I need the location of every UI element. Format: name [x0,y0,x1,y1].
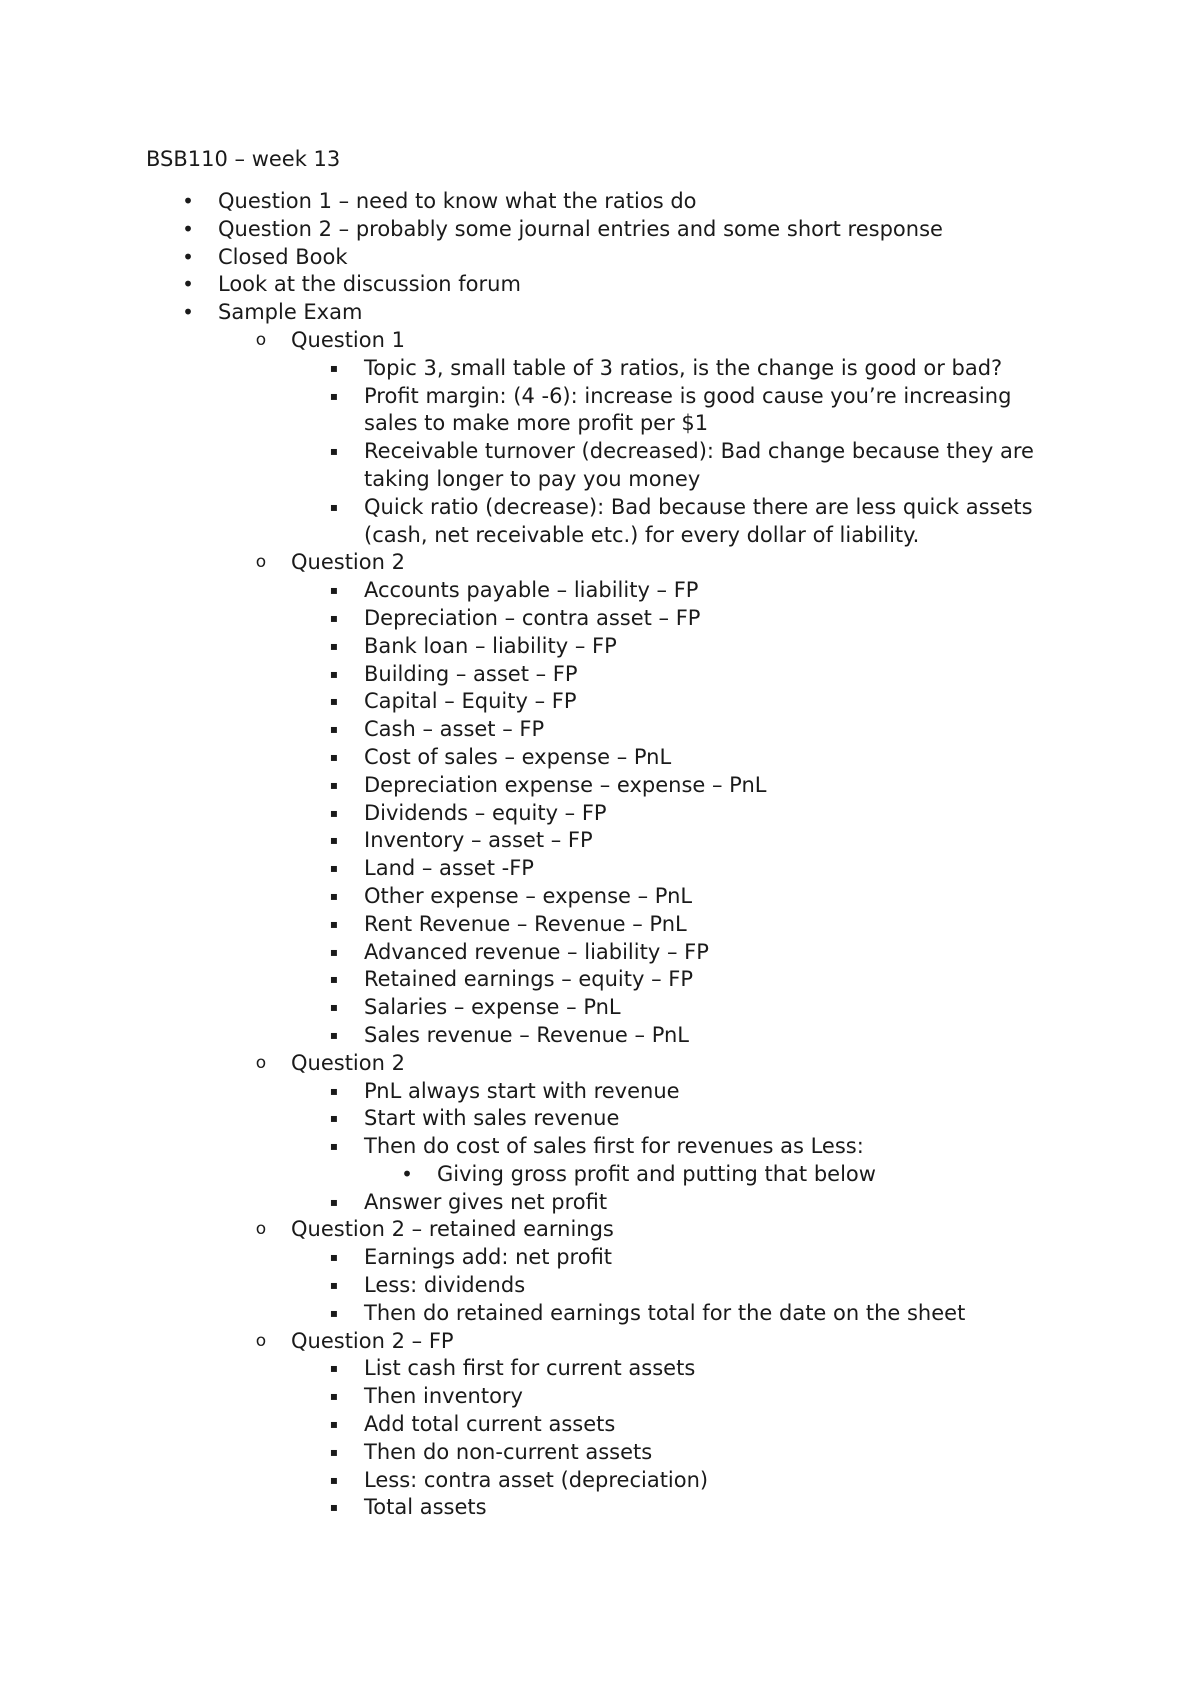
list-item-level-3 [0,911,1200,939]
list-item-level-2 [0,327,1200,355]
bullet-icon: ▪ [329,1027,339,1042]
list-item-text: Then do retained earnings total for the date on the sheet [364,1300,966,1325]
list-item-text: Accounts payable – liability – FP [364,578,699,603]
list-item-text: Capital – Equity – FP [364,689,577,714]
list-item-text: Building – asset – FP [364,661,578,686]
list-item-text: Receivable turnover (decreased): Bad change because they are taking longer to pay you money [364,439,1034,491]
list-item-text: Inventory – asset – FP [364,828,593,853]
list-item-level-3 [0,855,1200,883]
list-item-level-3 [0,688,1200,716]
bullet-icon: ▪ [329,1278,339,1293]
list-item-level-3 [0,744,1200,772]
list-item-text: Start with sales revenue [364,1106,620,1131]
bullet-icon: ▪ [329,833,339,848]
bullet-icon: ▪ [329,1500,339,1515]
list-item-level-3 [0,1272,1200,1300]
list-item-text: Other expense – expense – PnL [364,883,693,908]
list-item-text: Depreciation – contra asset – FP [364,605,701,630]
bullet-icon: ▪ [329,360,339,375]
list-item-text: Earnings add: net profit [364,1245,613,1270]
list-item-text: Then do non-current assets [364,1439,653,1464]
bullet-icon: ▪ [329,1417,339,1432]
list-item-level-2 [0,1216,1200,1244]
list-item-level-3 [0,1078,1200,1106]
list-item-level-3 [0,994,1200,1022]
list-item-level-3 [0,1300,1200,1328]
bullet-icon: o [255,1330,267,1351]
list-item-text: Topic 3, small table of 3 ratios, is the change is good or bad? [364,355,1003,380]
bullet-icon: ▪ [329,722,339,737]
bullet-icon: • [182,244,194,269]
list-item-level-3 [0,772,1200,800]
list-item-level-3 [0,1467,1200,1495]
bullet-icon: ▪ [329,1444,339,1459]
list-item-text: Giving gross profit and putting that below [437,1161,876,1186]
list-item-level-3 [0,494,1200,550]
list-item-text: List cash first for current assets [364,1356,696,1381]
bullet-icon: ▪ [329,583,339,598]
list-item-level-3 [0,800,1200,828]
list-item-level-3 [0,1355,1200,1383]
list-item-text: Add total current assets [364,1412,616,1437]
bullet-icon: ▪ [329,638,339,653]
bullet-icon: ▪ [329,888,339,903]
bullet-icon: ▪ [329,916,339,931]
list-item-text: Rent Revenue – Revenue – PnL [364,911,687,936]
list-item-text: Closed Book [218,244,348,269]
list-item-text: Question 2 – probably some journal entries and some short response [218,216,943,241]
list-item-level-3 [0,1439,1200,1467]
bullet-icon: • [401,1161,413,1186]
list-item-text: Less: contra asset (depreciation) [364,1467,709,1492]
list-item-text: Then do cost of sales first for revenues as Less: [364,1134,864,1159]
bullet-icon: ▪ [329,499,339,514]
list-item-text: Question 2 [291,1050,405,1075]
bullet-icon: o [255,329,267,350]
bullet-icon: ▪ [329,1305,339,1320]
bullet-icon: o [255,1052,267,1073]
list-item-level-3 [0,1411,1200,1439]
list-item-level-3 [0,1105,1200,1133]
list-item-level-3 [0,1494,1200,1522]
list-item-level-3 [0,1133,1200,1161]
list-item-level-3 [0,633,1200,661]
bullet-icon: • [182,216,194,241]
list-item-text: Cash – asset – FP [364,717,545,742]
list-item-level-3 [0,661,1200,689]
list-item-level-3 [0,716,1200,744]
list-item-level-3 [0,1383,1200,1411]
notes-list [0,188,1200,1522]
list-item-level-3 [0,827,1200,855]
list-item-text: Salaries – expense – PnL [364,995,621,1020]
bullet-icon: ▪ [329,1083,339,1098]
list-item-text: PnL always start with revenue [364,1078,680,1103]
bullet-icon: ▪ [329,777,339,792]
bullet-icon: ▪ [329,444,339,459]
bullet-icon: ▪ [329,749,339,764]
list-item-level-3 [0,1189,1200,1217]
list-item-text: Advanced revenue – liability – FP [364,939,709,964]
bullet-icon: ▪ [329,610,339,625]
list-item-level-1 [0,188,1200,216]
list-item-level-1 [0,271,1200,299]
bullet-icon: ▪ [329,1389,339,1404]
list-item-level-2 [0,1050,1200,1078]
bullet-icon: o [255,1219,267,1240]
bullet-icon: ▪ [329,1139,339,1154]
bullet-icon: • [182,300,194,325]
bullet-icon: ▪ [329,1361,339,1376]
bullet-icon: ▪ [329,1194,339,1209]
page-title: BSB110 – week 13 [146,147,341,171]
bullet-icon: ▪ [329,1000,339,1015]
bullet-icon: • [182,189,194,213]
list-item-text: Land – asset -FP [364,856,534,881]
list-item-level-1 [0,244,1200,272]
list-item-text: Sample Exam [218,300,363,325]
list-item-level-3 [0,1022,1200,1050]
bullet-icon: ▪ [329,1472,339,1487]
bullet-icon: ▪ [329,666,339,681]
list-item-level-3 [0,939,1200,967]
list-item-text: Question 2 [291,550,405,575]
list-item-text: Cost of sales – expense – PnL [364,744,672,769]
bullet-icon: o [255,552,267,573]
list-item-text: Sales revenue – Revenue – PnL [364,1022,690,1047]
list-item-level-3 [0,883,1200,911]
list-item-text: Then inventory [364,1384,523,1409]
list-item-text: Bank loan – liability – FP [364,633,617,658]
list-item-text: Less: dividends [364,1273,526,1298]
list-item-text: Retained earnings – equity – FP [364,967,694,992]
list-item-text: Question 1 [291,327,405,352]
list-item-text: Quick ratio (decrease): Bad because there are less quick assets (cash, net receivable etc.) for every dollar of liability. [364,494,1033,547]
list-item-level-4 [0,1161,1200,1189]
list-item-text: Question 2 – FP [291,1328,454,1353]
list-item-level-3 [0,383,1200,439]
bullet-icon: ▪ [329,805,339,820]
list-item-text: Profit margin: (4 -6): increase is good cause you’re increasing sales to make more profit per $1 [364,383,1012,436]
list-item-level-3 [0,438,1200,494]
list-item-level-3 [0,355,1200,383]
list-item-text: Answer gives net profit [364,1189,608,1214]
list-item-text: Total assets [364,1495,487,1520]
bullet-icon: ▪ [329,1111,339,1126]
list-item-level-3 [0,605,1200,633]
list-item-level-2 [0,549,1200,577]
list-item-text: Question 1 – need to know what the ratios do [218,189,697,213]
list-item-level-3 [0,577,1200,605]
bullet-icon: ▪ [329,944,339,959]
list-item-level-3 [0,1244,1200,1272]
bullet-icon: ▪ [329,1250,339,1265]
bullet-icon: ▪ [329,861,339,876]
list-item-text: Question 2 – retained earnings [291,1217,614,1242]
bullet-icon: • [182,272,194,297]
list-item-text: Depreciation expense – expense – PnL [364,772,767,797]
list-item-level-1 [0,216,1200,244]
list-item-level-3 [0,966,1200,994]
bullet-icon: ▪ [329,694,339,709]
bullet-icon: ▪ [329,972,339,987]
bullet-icon: ▪ [329,388,339,403]
list-item-level-2 [0,1328,1200,1356]
list-item-level-1 [0,299,1200,327]
list-item-text: Dividends – equity – FP [364,800,607,825]
list-item-text: Look at the discussion forum [218,272,521,297]
